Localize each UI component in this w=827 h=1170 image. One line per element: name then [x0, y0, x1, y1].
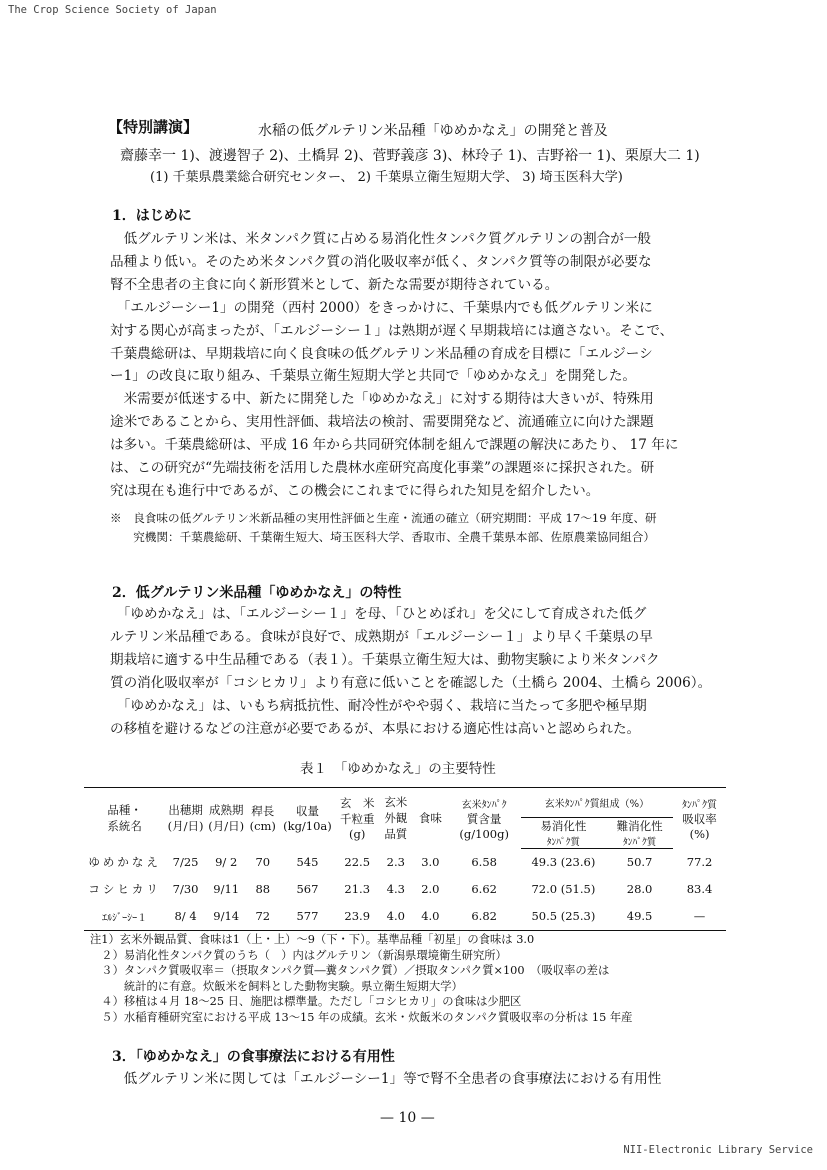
table-notes [90, 932, 632, 1026]
paper-title: 水稲の低グルテリン米品種「ゆめかなえ」の開発と普及 [258, 123, 608, 139]
text-line: 低グルテリン米に関しては「エルジーシー1」等で腎不全患者の食事療法における有用性 [110, 1071, 662, 1087]
table-cell: 50.5 (25.3) [521, 903, 606, 931]
col-header-culm-length: 稈長 (cm) [247, 788, 280, 849]
text-line: ルテリン米品種である。食味が良好で、成熟期が「エルジーシー１」より早く千葉県の早 [110, 628, 653, 645]
text-line: は、この研究が“先端技術を活用した農林水産研究高度化事業”の課題※に採択された。研 [110, 460, 655, 477]
text-line: 対する関心が高まったが、「エルジーシー１」は熟期が遅く早期栽培には適さない。そこで、 [110, 322, 674, 339]
table-cell: 50.7 [626, 855, 653, 870]
table-cell: 4.3 [386, 882, 405, 896]
text-line: 「ゆめかなえ」は、「エルジーシー１」を母、「ひとめぼれ」を父にして育成された低グ [110, 606, 647, 622]
text-line: は多い。千葉農総研は、平成 16 年から共同研究体制を組んで課題の解決にあたり、 17 年に [110, 437, 679, 454]
col-header-maturity-date: 成熟期 (月/日) [206, 788, 247, 849]
running-footer: NII-Electronic Library Service [623, 1144, 813, 1156]
text-line: ー1」の改良に取り組み、千葉県立衛生短期大学と共同で「ゆめかなえ」を開発した。 [110, 368, 637, 385]
table-cell: 9/ 2 [215, 855, 238, 869]
text-line: 途米であることから、実用性評価、栽培法の検討、需要開発など、流通確立に向けた課題 [110, 414, 654, 431]
table-cell: 70 [255, 855, 271, 869]
affiliations: (1) 千葉県農業総合研究センター、 2) 千葉県立衛生短期大学、 3) 埼玉医科大学) [150, 170, 623, 185]
table-row [84, 849, 726, 876]
section-2-heading: 2．低グルテリン米品種「ゆめかなえ」の特性 [112, 585, 402, 601]
page-number: — 10 — [380, 1110, 435, 1126]
table-cell: 23.9 [336, 903, 379, 931]
text-line: 腎不全患者の主食に向く新形質米として、新たな需要が期待されている。 [110, 276, 559, 293]
section-3-body [110, 1068, 661, 1091]
table-cell: 2.0 [421, 882, 440, 896]
table-cell: 3.0 [421, 855, 440, 869]
table-cell: 72.0 (51.5) [531, 882, 596, 896]
table-cell: 88 [255, 882, 271, 896]
table-cell: 8/ 4 [165, 903, 206, 931]
col-header-absorption: ﾀﾝﾊﾟｸ質 吸収率 (%) [673, 788, 726, 849]
section-2-body [110, 603, 711, 740]
text-line: ※ 良食味の低グルテリン米新品種の実用性評価と生産・流通の確立（研究期間：平成 17～19 年度、研 [110, 511, 657, 525]
table-cell: 2.3 [386, 855, 405, 869]
table-cell: 22.5 [344, 855, 371, 869]
text-line: ２）易消化性タンパク質のうち（ ）内はグルテリン（新潟県環境衛生研究所） [90, 948, 507, 962]
table-cell: 567 [296, 882, 319, 896]
table-cell: 77.2 [686, 855, 713, 869]
col-header-yield: 収量 (kg/10a) [279, 788, 336, 849]
running-header: The Crop Science Society of Japan [8, 4, 217, 16]
section-1-body [110, 228, 678, 503]
table-cell: 6.58 [471, 855, 497, 869]
main-characteristics-table [84, 787, 726, 931]
text-line: ５）水稲育種研究室における平成 13～15 年の成績。玄米・炊飯米のタンパク質吸収率の分析は 15 年産 [90, 1010, 633, 1024]
text-line: 品種より低い。そのため米タンパク質の消化吸収率が低く、タンパク質等の制限が必要な [110, 253, 652, 270]
text-line: 究は現在も進行中であるが、この機会にこれまでに得られた知見を紹介したい。 [110, 482, 600, 499]
section-1-footnote [110, 509, 657, 547]
text-line: 千葉農総研は、早期栽培に向く良食味の低グルテリン米品種の育成を目標に「エルジーシ [110, 345, 653, 362]
special-lecture-tag: 【特別講演】 [108, 118, 199, 136]
col-header-heading-date: 出穂期 (月/日) [165, 788, 206, 849]
table-cell: 6.62 [471, 882, 497, 896]
col-header-taste: 食味 [413, 788, 448, 849]
text-line: ４）移植は４月 18～25 日、施肥は標準量。ただし「コシヒカリ」の食味は少肥区 [90, 995, 522, 1009]
text-line: 注1）玄米外観品質、食味は1（上・上）～9（下・下）。基準品種「初星」の食味は 3.0 [90, 933, 535, 946]
table-cell: ゆめかなえ [88, 855, 161, 869]
table-cell: 72 [247, 903, 280, 931]
table-cell: 4.0 [413, 903, 448, 931]
col-header-indigestible: 難消化性 ﾀﾝﾊﾟｸ質 [606, 818, 673, 849]
table-cell: 49.3 (23.6) [531, 855, 596, 870]
table-cell: 9/14 [206, 903, 247, 931]
table-cell: 7/25 [172, 855, 199, 869]
col-header-digestible: 易消化性 ﾀﾝﾊﾟｸ質 [521, 818, 606, 849]
table-cell: 21.3 [344, 882, 371, 896]
table-cell: 545 [296, 855, 319, 869]
col-header-grain-weight: 玄 米 千粒重 (g) [336, 788, 379, 849]
table-cell: 7/30 [172, 882, 199, 896]
text-line: 低グルテリン米は、米タンパク質に占める易消化性タンパク質グルテリンの割合が一般 [110, 231, 652, 247]
text-line: の移植を避けるなどの注意が必要であるが、本県における適応性は高いと認められた。 [110, 720, 641, 737]
table-cell: 49.5 [606, 903, 673, 931]
section-1-heading: 1．はじめに [112, 208, 192, 224]
table-cell: 83.4 [686, 882, 713, 896]
text-line: 究機関：千葉農総研、千葉衛生短大、埼玉医科大学、香取市、全農千葉県本部、佐原農業協同組合） [110, 530, 655, 544]
table-cell: 28.0 [626, 882, 653, 896]
section-3-heading: 3．「ゆめかなえ」の食事療法における有用性 [112, 1049, 395, 1065]
table-cell: 6.82 [448, 903, 521, 931]
text-line: 「ゆめかなえ」は、いもち病抵抗性、耐冷性がやや弱く、栽培に当たって多肥や極早期 [110, 697, 647, 714]
col-header-composition: 玄米ﾀﾝﾊﾟｸ質組成（%） [521, 788, 673, 818]
table-cell: コシヒカリ [88, 882, 161, 896]
table-cell: ｴﾙｼﾞｰｼｰ１ [84, 903, 165, 931]
table-cell: 4.0 [379, 903, 414, 931]
text-line: 統計的に有意。炊飯米を飼料とした動物実験。県立衛生短期大学） [90, 979, 463, 993]
col-header-appearance: 玄米 外観 品質 [379, 788, 414, 849]
col-header-protein: 玄米ﾀﾝﾊﾟｸ 質含量 (g/100g) [448, 788, 521, 849]
col-header-name: 品種・ 系統名 [84, 788, 165, 849]
table-row [84, 876, 726, 903]
table-cell: 577 [279, 903, 336, 931]
table-cell: 9/11 [213, 882, 240, 896]
table-caption: 表１ 「ゆめかなえ」の主要特性 [300, 761, 496, 777]
table-cell: — [673, 903, 726, 931]
table-row [84, 903, 726, 931]
text-line: 質の消化吸収率が「コシヒカリ」より有意に低いことを確認した（土橋ら 2004、土橋ら 2006）。 [110, 674, 712, 691]
text-line: 期栽培に適する中生品種である（表１）。千葉県立衛生短大は、動物実験により米タンパク [110, 651, 660, 668]
author-list: 齋藤幸一 1)、渡邊智子 2)、土橋昇 2)、菅野義彦 3)、林玲子 1)、吉野裕一 1)、栗原大二 1) [120, 148, 700, 164]
text-line: ３）タンパク質吸収率＝（摂取タンパク質―糞タンパク質）／摂取タンパク質×100 （吸収率の差は [90, 964, 610, 978]
text-line: 米需要が低迷する中、新たに開発した「ゆめかなえ」に対する期待は大きいが、特殊用 [110, 391, 654, 408]
text-line: 「エルジーシー1」の開発（西村 2000）をきっかけに、千葉県内でも低グルテリン米に [110, 299, 653, 316]
